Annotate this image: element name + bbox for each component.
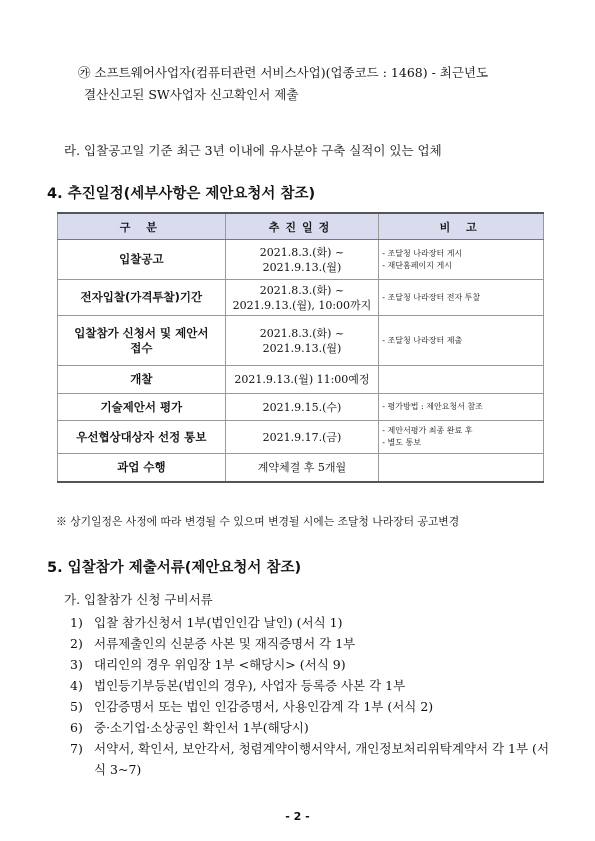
schedule-remark-line: - 제안서평가 최종 완료 후: [382, 426, 473, 435]
schedule-remark-line: - 평가방법 : 제안요청서 참조: [382, 402, 483, 411]
schedule-date-line: 계약체결 후 5개월: [257, 460, 347, 474]
schedule-item: [58, 421, 226, 454]
document-item-number: 7): [70, 741, 83, 756]
schedule-remark-line: - 별도 통보: [382, 438, 421, 447]
schedule-remark: [379, 454, 544, 482]
schedule-date: [225, 421, 379, 454]
schedule-row: [58, 421, 544, 454]
heading-schedule: 4. 추진일정(세부사항은 제안요청서 참조): [47, 186, 316, 202]
schedule-date: [225, 394, 379, 421]
schedule-item-line: 과업 수행: [117, 459, 166, 474]
schedule-item: [58, 394, 226, 421]
schedule-item-line: 접수: [130, 340, 153, 355]
section-ga-line1: 소프트웨어사업자(컴퓨터관련 서비스사업)(업종코드 : 1468) - 최근년도: [94, 65, 489, 80]
section-ra-paragraph: 라. 입찰공고일 기준 최근 3년 이내에 유사분야 구축 실적이 있는 업체: [64, 143, 442, 158]
schedule-remark-line: - 조달청 나라장터 게시: [382, 248, 463, 258]
schedule-date-line: 2021.9.17.(금): [262, 430, 342, 444]
schedule-note: ※ 상기일정은 사정에 따라 변경될 수 있으며 변경될 시에는 조달청 나라장터 공고변경: [56, 515, 460, 528]
document-item-number: 1): [70, 615, 83, 630]
document-item-number: 4): [70, 678, 83, 693]
document-item-text: 서약서, 확인서, 보안각서, 청렴계약이행서약서, 개인정보처리위탁계약서 각 1부 (서식 3~7): [94, 741, 550, 777]
schedule-remark-line: - 조달청 나라장터 제출: [382, 335, 463, 345]
schedule-item: [58, 280, 226, 316]
schedule-remark: [379, 421, 544, 454]
document-item: [70, 675, 560, 696]
heading-documents: 5. 입찰참가 제출서류(제안요청서 참조): [47, 560, 302, 576]
document-item-number: 6): [70, 720, 83, 735]
schedule-item-line: 우선협상대상자 선정 통보: [76, 429, 207, 444]
document-item-text: 중·소기업·소상공인 확인서 1부(해당시): [94, 720, 309, 735]
schedule-remark: [379, 240, 544, 280]
schedule-item-line: 기술제안서 평가: [100, 399, 183, 414]
section-ga-marker: ㉮: [78, 65, 91, 80]
header-remarks: 비 고: [379, 213, 544, 240]
schedule-date: [225, 366, 379, 394]
document-item: [70, 633, 560, 654]
schedule-item-line: 입찰공고: [119, 252, 164, 266]
schedule-remark: [379, 394, 544, 421]
schedule-item: [58, 316, 226, 366]
header-category: 구 분: [58, 213, 226, 240]
schedule-remark-line: - 재단홈페이지 게시: [382, 260, 452, 270]
schedule-remark-line: - 조달청 나라장터 전자 투찰: [382, 292, 481, 302]
schedule-date: [225, 454, 379, 482]
document-item-text: 인감증명서 또는 법인 인감증명서, 사용인감계 각 1부 (서식 2): [94, 699, 434, 714]
document-item-text: 대리인의 경우 위임장 1부 <해당시> (서식 9): [94, 657, 346, 672]
schedule-item: [58, 240, 226, 280]
schedule-row: [58, 454, 544, 482]
schedule-item-line: 전자입찰(가격투찰)기간: [80, 290, 203, 304]
documents-subheading: 가. 입찰참가 신청 구비서류: [64, 592, 213, 607]
schedule-remark: [379, 280, 544, 316]
schedule-date-line: 2021.9.13.(월): [262, 341, 342, 355]
document-item: [70, 612, 560, 633]
schedule-row: [58, 240, 544, 280]
schedule-row: [58, 366, 544, 394]
schedule-date-line: 2021.9.13.(월): [262, 260, 342, 274]
section-ga-paragraph: [78, 62, 560, 106]
schedule-date-line: 2021.9.15.(수): [262, 400, 342, 414]
schedule-date-line: 2021.8.3.(화) ~: [259, 283, 345, 297]
schedule-row: [58, 316, 544, 366]
document-item-number: 2): [70, 636, 83, 651]
document-item-text: 서류제출인의 신분증 사본 및 재직증명서 각 1부: [94, 636, 356, 651]
page-number: - 2 -: [285, 810, 310, 823]
schedule-date-line: 2021.9.13.(월) 11:00예정: [234, 373, 370, 386]
schedule-date-line: 2021.8.3.(화) ~: [259, 326, 345, 340]
schedule-item: [58, 366, 226, 394]
schedule-item-line: 입찰참가 신청서 및 제안서: [74, 325, 209, 340]
schedule-date: [225, 280, 379, 316]
schedule-date: [225, 240, 379, 280]
schedule-date-line: 2021.9.13.(월), 10:00까지: [232, 298, 372, 312]
document-item: [70, 738, 560, 780]
schedule-header-row: [58, 213, 544, 240]
document-item-number: 3): [70, 657, 83, 672]
schedule-item: [58, 454, 226, 482]
schedule-date-line: 2021.8.3.(화) ~: [259, 245, 345, 259]
header-schedule: 추진일정: [225, 213, 379, 240]
schedule-row: [58, 280, 544, 316]
section-ga-line2: 결산신고된 SW사업자 신고확인서 제출: [84, 87, 299, 102]
document-item-number: 5): [70, 699, 83, 714]
schedule-row: [58, 394, 544, 421]
schedule-remark: [379, 316, 544, 366]
schedule-remark: [379, 366, 544, 394]
document-item-text: 법인등기부등본(법인의 경우), 사업자 등록증 사본 각 1부: [94, 678, 406, 693]
document-item: [70, 696, 560, 717]
document-item-text: 입찰 참가신청서 1부(법인인감 날인) (서식 1): [94, 615, 343, 630]
documents-list: [70, 612, 560, 780]
schedule-item-line: 개찰: [130, 372, 153, 386]
document-item: [70, 717, 560, 738]
document-item: [70, 654, 560, 675]
schedule-table: [57, 212, 544, 483]
schedule-date: [225, 316, 379, 366]
